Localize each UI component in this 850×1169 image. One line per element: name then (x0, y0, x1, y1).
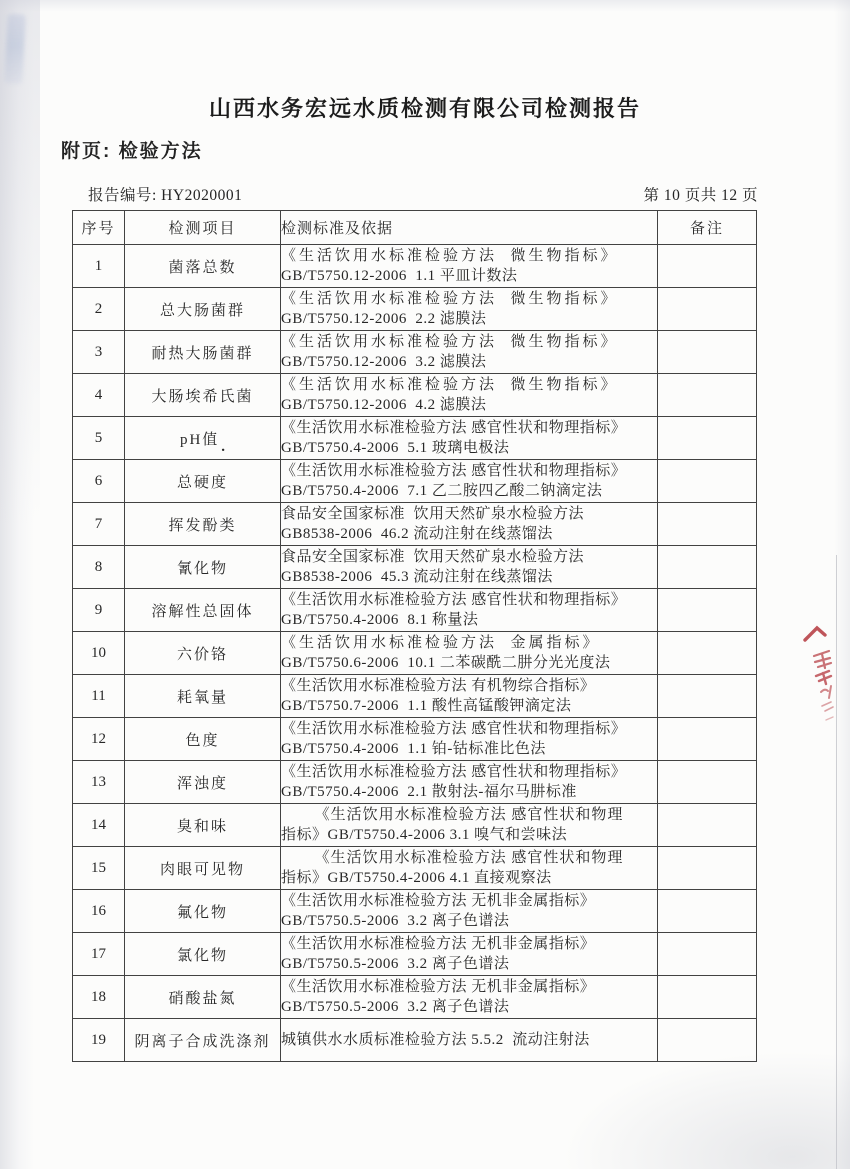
standard-method-line: GB/T5750.4-2006 5.1 玻璃电极法 (281, 440, 510, 456)
row-number-cell: 3 (73, 331, 125, 374)
table-row (73, 933, 757, 976)
standard-method-line: 指标》GB/T5750.4-2006 3.1 嗅气和尝味法 (281, 827, 568, 843)
header-test-item: 检测项目 (125, 211, 281, 245)
standard-method-cell (281, 1019, 658, 1062)
table-row (73, 761, 757, 804)
row-number-cell: 19 (73, 1019, 125, 1062)
remark-cell (658, 847, 757, 890)
standard-method-line: 《生活饮用水标准检验方法 微生物指标》 (281, 377, 619, 393)
remark-cell (658, 546, 757, 589)
standard-method-cell (281, 288, 658, 331)
test-item-cell: 总大肠菌群 (125, 288, 281, 331)
standard-method-line: GB/T5750.12-2006 3.2 滤膜法 (281, 354, 487, 370)
test-item-cell: 六价铬 (125, 632, 281, 675)
standard-method-line: 《生活饮用水标准检验方法 微生物指标》 (281, 291, 619, 307)
standard-method-cell (281, 374, 658, 417)
standard-method-line: 《生活饮用水标准检验方法 感官性状和物理指标》 (281, 592, 627, 608)
standard-method-cell (281, 589, 658, 632)
scan-edge-shadow-top (0, 0, 850, 12)
standard-method-line: GB8538-2006 46.2 流动注射在线蒸馏法 (281, 526, 553, 542)
page-indicator: 第 10 页共 12 页 (643, 187, 758, 204)
standard-method-line: GB/T5750.6-2006 10.1 二苯碳酰二肼分光光度法 (281, 655, 611, 671)
table-header-row (73, 211, 757, 245)
table-row (73, 718, 757, 761)
table-row (73, 589, 757, 632)
table-row (73, 890, 757, 933)
standard-method-line: 食品安全国家标准 饮用天然矿泉水检验方法 (281, 506, 585, 522)
standard-method-cell (281, 245, 658, 288)
row-number-cell: 2 (73, 288, 125, 331)
remark-cell (658, 933, 757, 976)
test-item-cell: 浑浊度 (125, 761, 281, 804)
standard-method-cell (281, 503, 658, 546)
row-number-cell: 1 (73, 245, 125, 288)
standard-method-line: 《生活饮用水标准检验方法 感官性状和物理指标》 (281, 721, 627, 737)
row-number-cell: 12 (73, 718, 125, 761)
row-number-cell: 15 (73, 847, 125, 890)
row-number-cell: 10 (73, 632, 125, 675)
table-row (73, 546, 757, 589)
row-number-cell: 17 (73, 933, 125, 976)
test-item-cell: 色度 (125, 718, 281, 761)
row-number-cell: 7 (73, 503, 125, 546)
standard-method-cell (281, 632, 658, 675)
report-title: 山西水务宏远水质检测有限公司检测报告 (208, 96, 641, 121)
table-row (73, 374, 757, 417)
standard-method-line: 食品安全国家标准 饮用天然矿泉水检验方法 (281, 549, 585, 565)
test-item-cell: 耗氧量 (125, 675, 281, 718)
row-number-cell: 14 (73, 804, 125, 847)
scan-edge-shadow-left-fade (0, 0, 40, 1169)
standard-method-cell (281, 933, 658, 976)
standard-method-cell (281, 976, 658, 1019)
standard-method-line: GB8538-2006 45.3 流动注射在线蒸馏法 (281, 569, 553, 585)
standard-method-line: GB/T5750.4-2006 2.1 散射法-福尔马肼标准 (281, 784, 577, 800)
standard-method-line: 《生活饮用水标准检验方法 有机物综合指标》 (281, 678, 596, 694)
test-item-cell: 肉眼可见物 (125, 847, 281, 890)
row-number-cell: 4 (73, 374, 125, 417)
standard-method-line: 《生活饮用水标准检验方法 感官性状和物理 (314, 807, 624, 823)
red-stamp-fragment (798, 618, 844, 736)
standard-method-cell (281, 890, 658, 933)
remark-cell (658, 589, 757, 632)
remark-cell (658, 761, 757, 804)
table-row (73, 288, 757, 331)
scan-corner-smudge (4, 14, 26, 85)
test-item-cell: 氯化物 (125, 933, 281, 976)
remark-cell (658, 890, 757, 933)
standard-method-cell (281, 417, 658, 460)
standard-method-line: GB/T5750.12-2006 4.2 滤膜法 (281, 397, 487, 413)
test-item-cell: 溶解性总固体 (125, 589, 281, 632)
standard-method-cell (281, 460, 658, 503)
row-number-cell: 11 (73, 675, 125, 718)
test-item-cell: 氟化物 (125, 890, 281, 933)
standard-method-line: GB/T5750.7-2006 1.1 酸性高锰酸钾滴定法 (281, 698, 572, 714)
header-test-standard: 检测标准及依据 (281, 211, 658, 245)
table-row (73, 460, 757, 503)
standard-method-line: 《生活饮用水标准检验方法 无机非金属指标》 (281, 936, 596, 952)
row-number-cell: 5 (73, 417, 125, 460)
table-row (73, 632, 757, 675)
header-remark: 备注 (658, 211, 757, 245)
standard-method-line: 《生活饮用水标准检验方法 无机非金属指标》 (281, 979, 596, 995)
table-row (73, 675, 757, 718)
remark-cell (658, 417, 757, 460)
test-item-cell: 大肠埃希氏菌 (125, 374, 281, 417)
report-meta-row (88, 183, 758, 205)
standard-method-line: 《生活饮用水标准检验方法 微生物指标》 (281, 248, 619, 264)
row-number-cell: 16 (73, 890, 125, 933)
standard-method-line: 《生活饮用水标准检验方法 感官性状和物理指标》 (281, 764, 627, 780)
test-item-cell: pH值 . (125, 417, 281, 460)
scan-edge-shadow-right (834, 0, 850, 1169)
remark-cell (658, 245, 757, 288)
remark-cell (658, 804, 757, 847)
standard-method-line: GB/T5750.5-2006 3.2 离子色谱法 (281, 999, 510, 1015)
test-item-cell: 挥发酚类 (125, 503, 281, 546)
standard-method-line: 《生活饮用水标准检验方法 感官性状和物理 (314, 850, 624, 866)
table-row (73, 417, 757, 460)
test-item-cell: 菌落总数 (125, 245, 281, 288)
row-number-cell: 9 (73, 589, 125, 632)
attachment-heading: 附页: 检验方法 (61, 141, 203, 162)
table-row (73, 976, 757, 1019)
remark-cell (658, 632, 757, 675)
remark-cell (658, 718, 757, 761)
table-row (73, 331, 757, 374)
table-row (73, 245, 757, 288)
remark-cell (658, 374, 757, 417)
test-item-cell: 耐热大肠菌群 (125, 331, 281, 374)
test-item-cell: 臭和味 (125, 804, 281, 847)
remark-cell (658, 460, 757, 503)
red-stamp-strokes (798, 618, 844, 736)
standard-method-line: 《生活饮用水标准检验方法 微生物指标》 (281, 334, 619, 350)
report-number: 报告编号: HY2020001 (88, 187, 243, 204)
standard-method-line: 《生活饮用水标准检验方法 无机非金属指标》 (281, 893, 596, 909)
table-row (73, 847, 757, 890)
stray-dot-mark: . (221, 438, 228, 455)
standard-method-cell (281, 331, 658, 374)
scan-edge-shadow-left (0, 0, 34, 1169)
row-number-cell: 6 (73, 460, 125, 503)
standard-method-line: 城镇供水水质标准检验方法 5.5.2 流动注射法 (281, 1032, 590, 1048)
standard-method-line: GB/T5750.5-2006 3.2 离子色谱法 (281, 913, 510, 929)
standard-method-line: GB/T5750.12-2006 1.1 平皿计数法 (281, 268, 518, 284)
remark-cell (658, 288, 757, 331)
table-row (73, 503, 757, 546)
table-body (73, 245, 757, 1062)
row-number-cell: 8 (73, 546, 125, 589)
standard-method-line: GB/T5750.12-2006 2.2 滤膜法 (281, 311, 487, 327)
standard-method-line: GB/T5750.4-2006 1.1 铂-钴标准比色法 (281, 741, 546, 757)
standard-method-cell (281, 804, 658, 847)
table-row (73, 804, 757, 847)
remark-cell (658, 675, 757, 718)
standard-method-cell (281, 546, 658, 589)
standard-method-line: 《生活饮用水标准检验方法 感官性状和物理指标》 (281, 420, 627, 436)
remark-cell (658, 503, 757, 546)
standard-method-line: 《生活饮用水标准检验方法 金属指标》 (281, 635, 601, 651)
remark-cell (658, 976, 757, 1019)
methods-table (72, 210, 757, 1062)
scan-bottom-right-shade (560, 1050, 850, 1169)
standard-method-cell (281, 847, 658, 890)
test-item-cell: 总硬度 (125, 460, 281, 503)
standard-method-cell (281, 761, 658, 804)
standard-method-cell (281, 718, 658, 761)
header-serial-number: 序号 (73, 211, 125, 245)
test-item-cell: 硝酸盐氮 (125, 976, 281, 1019)
remark-cell (658, 1019, 757, 1062)
standard-method-line: 指标》GB/T5750.4-2006 4.1 直接观察法 (281, 870, 552, 886)
row-number-cell: 13 (73, 761, 125, 804)
test-item-cell: 阴离子合成洗涤剂 (125, 1019, 281, 1062)
standard-method-line: 《生活饮用水标准检验方法 感官性状和物理指标》 (281, 463, 627, 479)
standard-method-cell (281, 675, 658, 718)
standard-method-line: GB/T5750.4-2006 7.1 乙二胺四乙酸二钠滴定法 (281, 483, 603, 499)
row-number-cell: 18 (73, 976, 125, 1019)
test-item-cell: 氰化物 (125, 546, 281, 589)
remark-cell (658, 331, 757, 374)
standard-method-line: GB/T5750.4-2006 8.1 称量法 (281, 612, 479, 628)
standard-method-line: GB/T5750.5-2006 3.2 离子色谱法 (281, 956, 510, 972)
table-row (73, 1019, 757, 1062)
scan-edge-line-right (836, 555, 837, 1169)
